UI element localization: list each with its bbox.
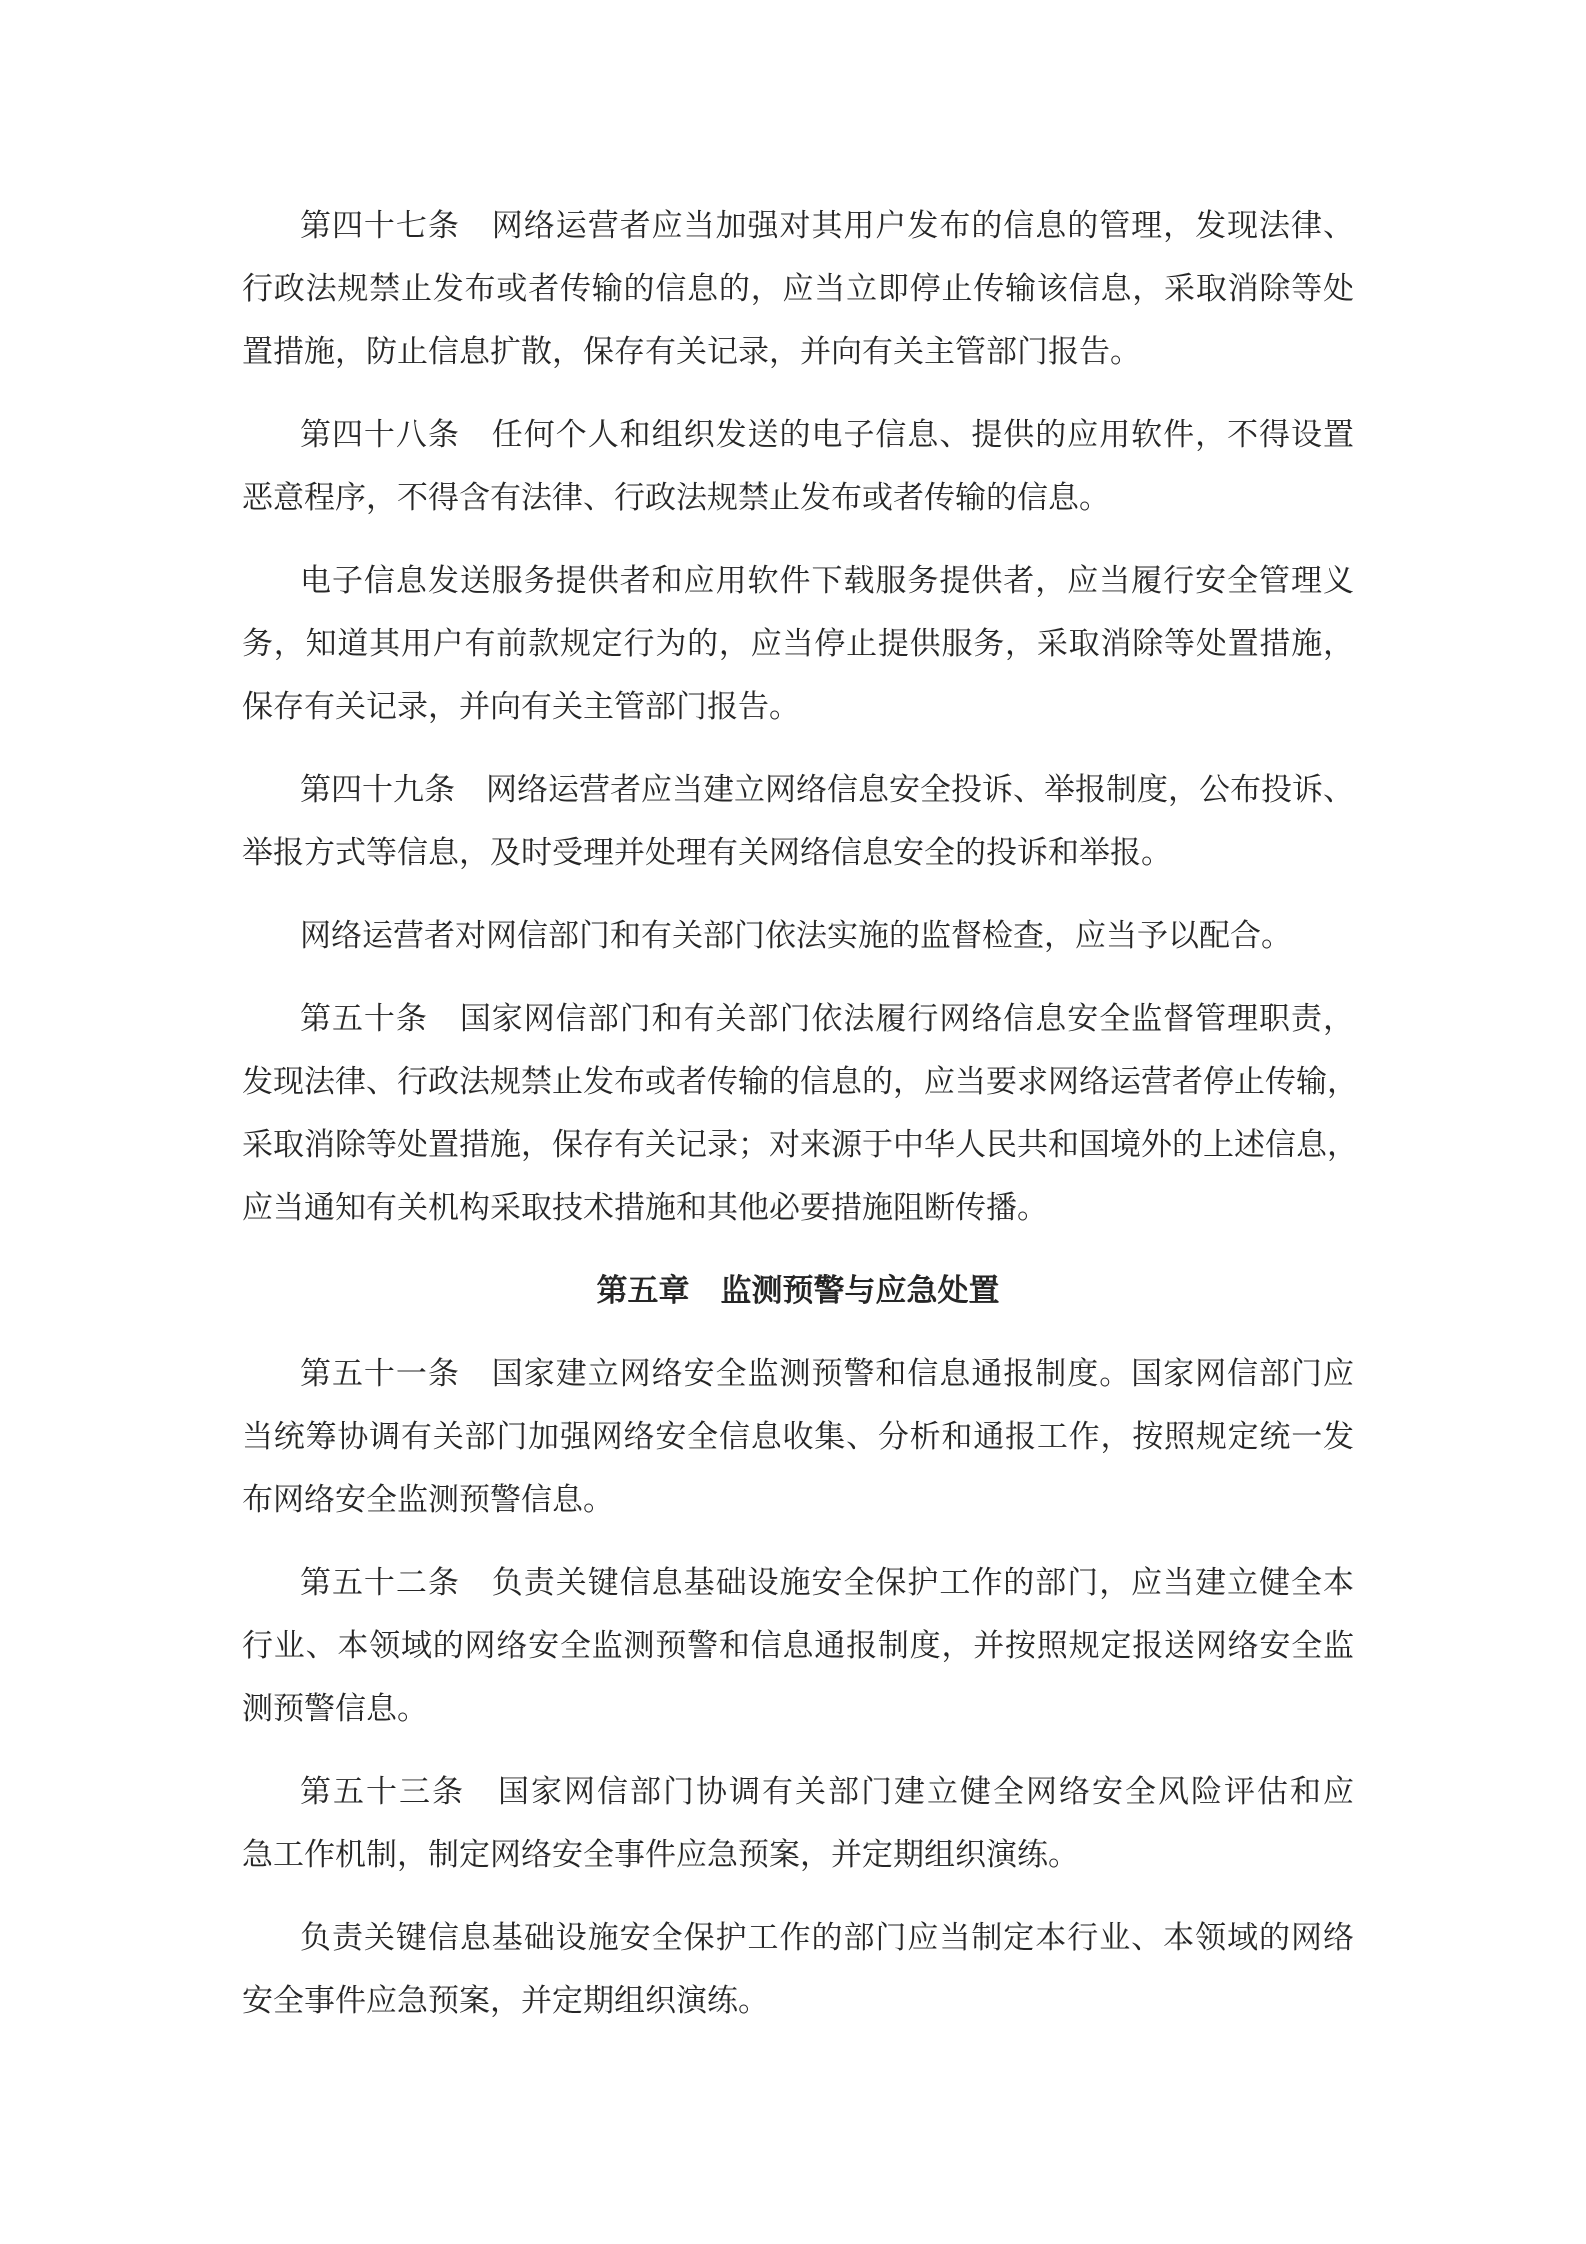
paragraph-line: 布网络安全监测预警信息。 bbox=[242, 1482, 614, 1518]
article-paragraph bbox=[242, 1761, 1354, 1887]
paragraph-line: 第四十八条 任何个人和组织发送的电子信息、提供的应用软件，不得设置 bbox=[300, 417, 1354, 453]
article-paragraph bbox=[242, 550, 1354, 739]
paragraph-line: 电子信息发送服务提供者和应用软件下载服务提供者，应当履行安全管理义 bbox=[300, 563, 1354, 599]
paragraph-line: 安全事件应急预案，并定期组织演练。 bbox=[242, 1983, 769, 2019]
paragraph-line: 举报方式等信息，及时受理并处理有关网络信息安全的投诉和举报。 bbox=[242, 835, 1172, 871]
article-paragraph bbox=[242, 195, 1354, 384]
paragraph-line: 当统筹协调有关部门加强网络安全信息收集、分析和通报工作，按照规定统一发 bbox=[242, 1419, 1354, 1455]
paragraph-line: 第五十一条 国家建立网络安全监测预警和信息通报制度。国家网信部门应 bbox=[300, 1356, 1354, 1392]
article-paragraph bbox=[242, 1343, 1354, 1532]
document-page bbox=[242, 195, 1358, 2053]
chapter-heading: 第五章 监测预警与应急处置 bbox=[596, 1273, 1000, 1309]
paragraph-line: 置措施，防止信息扩散，保存有关记录，并向有关主管部门报告。 bbox=[242, 334, 1141, 370]
paragraph-line: 网络运营者对网信部门和有关部门依法实施的监督检查，应当予以配合。 bbox=[300, 918, 1292, 954]
article-paragraph bbox=[242, 1552, 1354, 1741]
paragraph-line: 务，知道其用户有前款规定行为的，应当停止提供服务，采取消除等处置措施， bbox=[242, 626, 1354, 662]
article-paragraph bbox=[242, 905, 1354, 968]
paragraph-line: 恶意程序，不得含有法律、行政法规禁止发布或者传输的信息。 bbox=[242, 480, 1110, 516]
article-paragraph bbox=[242, 404, 1354, 530]
paragraph-line: 发现法律、行政法规禁止发布或者传输的信息的，应当要求网络运营者停止传输， bbox=[242, 1064, 1358, 1100]
paragraph-line: 行政法规禁止发布或者传输的信息的，应当立即停止传输该信息，采取消除等处 bbox=[242, 271, 1354, 307]
paragraph-line: 第四十九条 网络运营者应当建立网络信息安全投诉、举报制度，公布投诉、 bbox=[300, 772, 1354, 808]
article-paragraph bbox=[242, 759, 1354, 885]
article-paragraph bbox=[242, 988, 1358, 1240]
paragraph-line: 行业、本领域的网络安全监测预警和信息通报制度，并按照规定报送网络安全监 bbox=[242, 1628, 1354, 1664]
paragraph-line: 保存有关记录，并向有关主管部门报告。 bbox=[242, 689, 800, 725]
paragraph-line: 第五十三条 国家网信部门协调有关部门建立健全网络安全风险评估和应 bbox=[300, 1774, 1354, 1810]
paragraph-line: 采取消除等处置措施，保存有关记录；对来源于中华人民共和国境外的上述信息， bbox=[242, 1127, 1358, 1163]
paragraph-line: 应当通知有关机构采取技术措施和其他必要措施阻断传播。 bbox=[242, 1190, 1048, 1226]
paragraph-line: 第四十七条 网络运营者应当加强对其用户发布的信息的管理，发现法律、 bbox=[300, 208, 1354, 244]
paragraph-line: 负责关键信息基础设施安全保护工作的部门应当制定本行业、本领域的网络 bbox=[300, 1920, 1354, 1956]
paragraph-line: 第五十二条 负责关键信息基础设施安全保护工作的部门，应当建立健全本 bbox=[300, 1565, 1354, 1601]
article-paragraph bbox=[242, 1907, 1354, 2033]
paragraph-line: 急工作机制，制定网络安全事件应急预案，并定期组织演练。 bbox=[242, 1837, 1079, 1873]
paragraph-line: 测预警信息。 bbox=[242, 1691, 428, 1727]
paragraph-line: 第五十条 国家网信部门和有关部门依法履行网络信息安全监督管理职责， bbox=[300, 1001, 1354, 1037]
